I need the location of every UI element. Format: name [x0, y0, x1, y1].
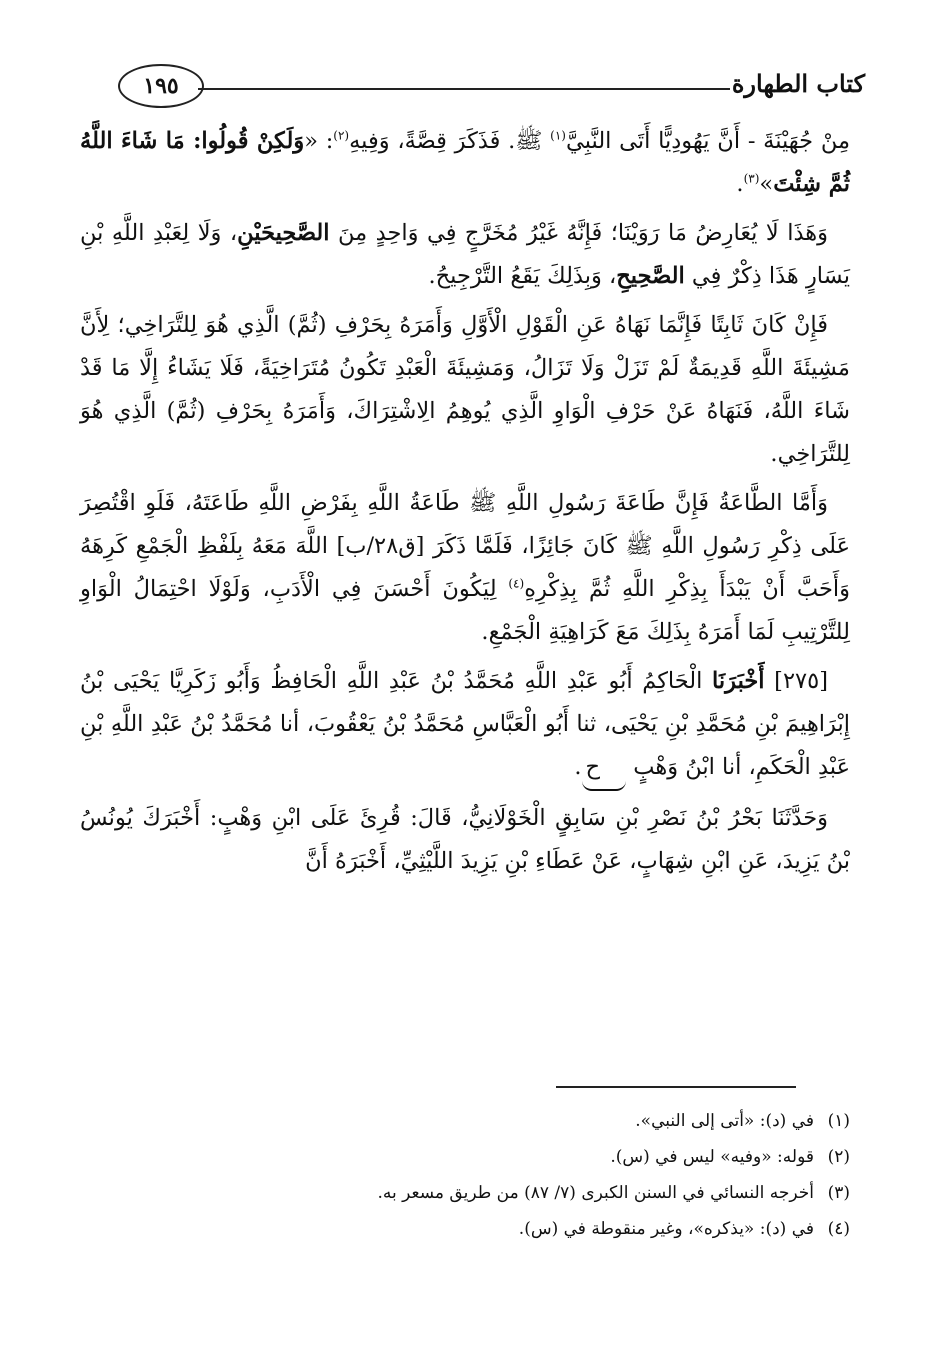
footnote-text: أخرجه النسائي في السنن الكبرى (٧/ ٨٧) من طريق مسعر به. [377, 1183, 814, 1203]
footnote-reference: (٣) [743, 171, 760, 186]
text-run: الْحَاكِمُ أَبُو عَبْدِ اللَّهِ مُحَمَّدُ بْنُ عَبْدِ اللَّهِ الْحَافِظُ وَأَبُو زَكَرِيَّا يَحْيَى بْنُ إِبْرَاهِيمَ بْنِ مُحَمَّدِ بْنِ يَحْيَى، ثنا أَبُو الْعَبَّاسِ مُحَمَّدُ بْنُ يَعْقُوبَ، أنا مُحَمَّدُ بْنُ عَبْدِ اللَّهِ بْنِ عَبْدِ الْحَكَمِ، أنا ابْنُ وَهْبٍ [80, 668, 850, 780]
text-run: ، وَلَا لِعَبْدِ اللَّهِ بْنِ يَسَارٍ هَذَا ذِكْرٌ فِي [80, 220, 850, 289]
footnote-reference: (٤) [508, 576, 525, 591]
footnote-divider [556, 1086, 796, 1088]
footnote-number: (٤) [827, 1219, 850, 1239]
paragraph [80, 482, 850, 654]
text-run: وَحَدَّثَنَا بَحْرُ بْنُ نَصْرِ بْنِ سَابِقٍ الْخَوْلَانِيُّ، قَالَ: قُرِئَ عَلَى ابْنِ وَهْبٍ: أَخْبَرَكَ يُونُسُ بْنُ يَزِيدَ، عَنِ ابْنِ شِهَابٍ، عَنْ عَطَاءِ بْنِ يَزِيدَ اللَّيْثِيِّ، أَخْبَرَهُ أَنَّ [80, 805, 850, 874]
text-run: : « [304, 128, 334, 154]
text-run: وَأَمَّا الطَّاعَةُ فَإِنَّ طَاعَةَ رَسُولِ اللَّهِ ﷺ طَاعَةُ اللَّهِ بِفَرْضِ اللَّهِ طَاعَتَهُ، فَلَوِ اقْتُصِرَ عَلَى ذِكْرِ رَسُولِ اللَّهِ ﷺ كَانَ جَائِزًا، فَلَمَّا ذَكَرَ [ق٢٨/ب] اللَّهَ مَعَهُ بِلَفْظِ الْجَمْعِ كَرِهَهُ وَأَحَبَّ أَنْ يَبْدَأَ بِذِكْرِ اللَّهِ ثُمَّ بِذِكْرِهِ [80, 490, 850, 602]
paragraph [80, 120, 850, 206]
text-run: فَإِنْ كَانَ ثَابِتًا فَإِنَّمَا نَهَاهُ عَنِ الْقَوْلِ الْأَوَّلِ وَأَمَرَهُ بِحَرْفِ (ثُمَّ) الَّذِي هُوَ لِلتَّرَاخِي؛ لِأَنَّ مَشِيئَةَ اللَّهِ قَدِيمَةٌ لَمْ تَزَلْ وَلَا تَزَالُ، وَمَشِيئَةَ الْعَبْدِ تَكُونُ مُتَرَاخِيَةً، فَلَا يَشَاءُ إِلَّا مَا قَدْ شَاءَ اللَّهُ، فَنَهَاهُ عَنْ حَرْفِ الْوَاوِ الَّذِي يُوهِمُ الِاشْتِرَاكَ، وَأَمَرَهُ بِحَرْفِ (ثُمَّ) الَّذِي هُوَ لِلتَّرَاخِي. [80, 312, 850, 467]
text-run: الصَّحِيحَيْنِ [237, 220, 330, 246]
footnote [120, 1103, 850, 1139]
text-run: وَلَكِنْ قُولُوا: مَا شَاءَ اللَّهُ ثُمَّ شِئْتَ [80, 128, 850, 197]
text-run: لِيَكُونَ أَحْسَنَ فِي الْأَدَبِ، وَلَوْلَا احْتِمَالُ الْوَاوِ لِلتَّرْتِيبِ لَمَا أَمَرَهُ بِذَلِكَ مَعَ كَرَاهِيَةِ الْجَمْعِ. [80, 576, 850, 645]
footnotes [120, 1103, 850, 1247]
text-run: الصَّحِيحِ [616, 263, 685, 289]
text-run: وَهَذَا لَا يُعَارِضُ مَا رَوَيْنَا؛ فَإِنَّهُ غَيْرُ مُخَرَّجٍ فِي وَاحِدٍ مِنَ [329, 220, 828, 246]
text-run: » [759, 171, 774, 197]
text-run: . [574, 754, 582, 780]
text-run: ، وَبِذَلِكَ يَقَعُ التَّرْجِيحُ. [428, 263, 617, 289]
page-number: ١٩٥ [118, 64, 204, 108]
text-run: مِنْ جُهَيْنَةَ - أَنَّ يَهُودِيًّا أَتَى النَّبِيَّ [565, 128, 850, 154]
text-run: ﷺ. فَذَكَرَ قِصَّةً، وَفِيهِ [349, 128, 551, 154]
text-run: أَخْبَرَنَا [712, 668, 765, 694]
footnote-text: في (د): «أتى إلى النبي». [635, 1111, 814, 1131]
text-run: [٢٧٥] [764, 668, 828, 694]
text-run: . [736, 171, 744, 197]
footnote-reference: (٢) [333, 128, 350, 143]
footnote-number: (٢) [827, 1147, 850, 1167]
chapter-title: كتاب الطهارة [731, 69, 865, 98]
footnote [120, 1211, 850, 1247]
paragraph [80, 304, 850, 476]
footnote-text: في (د): «يذكره»، وغير منقوطة في (س). [518, 1219, 814, 1239]
paragraph [80, 212, 850, 298]
footnote [120, 1139, 850, 1175]
footnote-text: قوله: «وفيه» ليس في (س). [610, 1147, 814, 1167]
footnote-number: (٣) [827, 1183, 850, 1203]
footnote-number: (١) [827, 1111, 850, 1131]
page-header [110, 58, 865, 118]
paragraph [80, 797, 850, 883]
footnote [120, 1175, 850, 1211]
main-text [80, 120, 850, 889]
footnote-reference: (١) [550, 128, 566, 143]
tahwil-symbol: ح [582, 746, 627, 791]
paragraph [80, 660, 850, 791]
header-rule [198, 88, 730, 90]
